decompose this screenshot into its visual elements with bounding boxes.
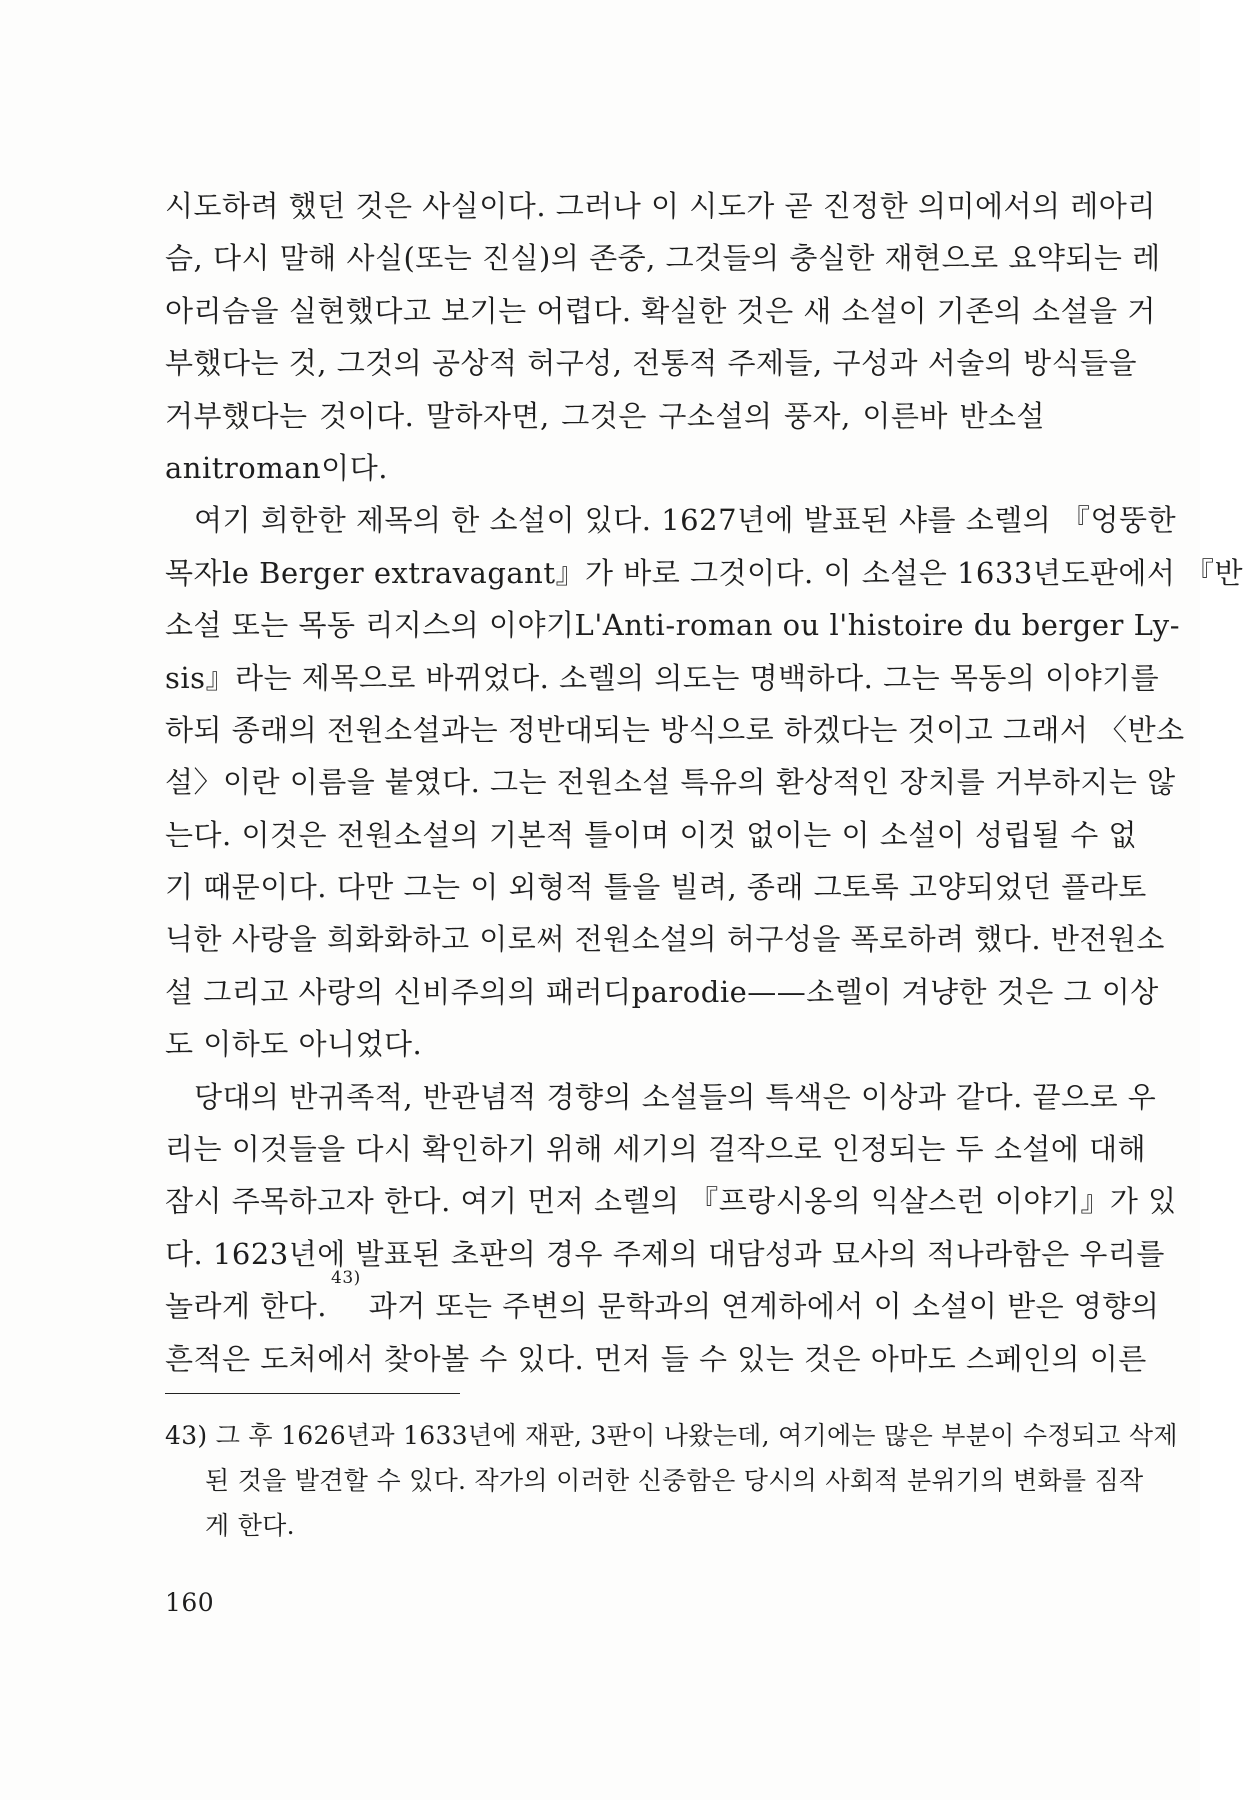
text-line: anitroman이다. xyxy=(165,450,388,485)
text-line: 설〉이란 이름을 붙였다. 그는 전원소설 특유의 환상적인 장치를 거부하지는 않 xyxy=(165,765,1176,800)
text-line-with-footnote-ref xyxy=(165,1268,1160,1332)
text-line: 흔적은 도처에서 찾아볼 수 있다. 먼저 들 수 있는 것은 아마도 스페인의 이른 xyxy=(165,1341,1147,1376)
text-line: 목자le Berger extravagant』가 바로 그것이다. 이 소설은 1633년도판에서 『반 xyxy=(165,555,1243,590)
text-line: 다. 1623년에 발표된 초판의 경우 주제의 대담성과 묘사의 적나라함은 우리를 xyxy=(165,1236,1165,1271)
text-fragment: 놀라게 한다. xyxy=(165,1289,328,1324)
text-line: 도 이하도 아니었다. xyxy=(165,1027,423,1062)
text-line: 여기 희한한 제목의 한 소설이 있다. 1627년에 발표된 샤를 소렐의 『엉뚱한 xyxy=(194,503,1177,538)
text-line: 시도하려 했던 것은 사실이다. 그러나 이 시도가 곧 진정한 의미에서의 레아리 xyxy=(165,189,1156,223)
text-line: 는다. 이것은 전원소설의 기본적 틀이며 이것 없이는 이 소설이 성립될 수 없 xyxy=(165,817,1138,852)
page-number: 160 xyxy=(165,1588,215,1617)
footnote-reference: 43) xyxy=(331,1268,361,1289)
text-line: 하되 종래의 전원소설과는 정반대되는 방식으로 하겠다는 것이고 그래서 〈반소 xyxy=(165,712,1185,747)
text-line: 리는 이것들을 다시 확인하기 위해 세기의 걸작으로 인정되는 두 소설에 대해 xyxy=(165,1132,1147,1167)
text-line: 잠시 주목하고자 한다. 여기 먼저 소렐의 『프랑시옹의 익살스런 이야기』가 있 xyxy=(165,1184,1177,1219)
text-line: 소설 또는 목동 리지스의 이야기L'Anti-roman ou l'histoire du berger Ly- xyxy=(165,608,1180,643)
text-line: 슴, 다시 말해 사실(또는 진실)의 존중, 그것들의 충실한 재현으로 요약되는 레 xyxy=(165,241,1161,276)
text-line: 설 그리고 사랑의 신비주의의 패러디parodie——소렐이 겨냥한 것은 그 이상 xyxy=(165,974,1159,1009)
text-line: 닉한 사랑을 희화화하고 이로써 전원소설의 허구성을 폭로하려 했다. 반전원소 xyxy=(165,922,1165,957)
text-line: 부했다는 것, 그것의 공상적 허구성, 전통적 주제들, 구성과 서술의 방식들을 xyxy=(165,346,1138,381)
body-text xyxy=(165,180,1243,1385)
text-line: 아리슴을 실현했다고 보기는 어렵다. 확실한 것은 새 소설이 기존의 소설을 거 xyxy=(165,293,1156,328)
text-line: sis』라는 제목으로 바뀌었다. 소렐의 의도는 명백하다. 그는 목동의 이야기를 xyxy=(165,660,1160,695)
text-line: 거부했다는 것이다. 말하자면, 그것은 구소설의 풍자, 이른바 반소설 xyxy=(165,398,1045,433)
text-line: 기 때문이다. 다만 그는 이 외형적 틀을 빌려, 종래 그토록 고양되었던 플라토 xyxy=(165,870,1147,905)
footnote-line: 43) 그 후 1626년과 1633년에 재판, 3판이 나왔는데, 여기에는 많은 부분이 수정되고 삭제 xyxy=(165,1421,1178,1450)
footnote-line: 된 것을 발견할 수 있다. 작가의 이러한 신중함은 당시의 사회적 분위기의 변화를 짐작 xyxy=(205,1466,1144,1495)
text-line: 당대의 반귀족적, 반관념적 경향의 소설들의 특색은 이상과 같다. 끝으로 우 xyxy=(194,1079,1157,1114)
footnote-line: 게 한다. xyxy=(205,1511,295,1540)
text-fragment: 과거 또는 주변의 문학과의 연계하에서 이 소설이 받은 영향의 xyxy=(368,1289,1160,1324)
footnote-block xyxy=(165,1413,1178,1548)
footnote-divider xyxy=(165,1393,460,1394)
